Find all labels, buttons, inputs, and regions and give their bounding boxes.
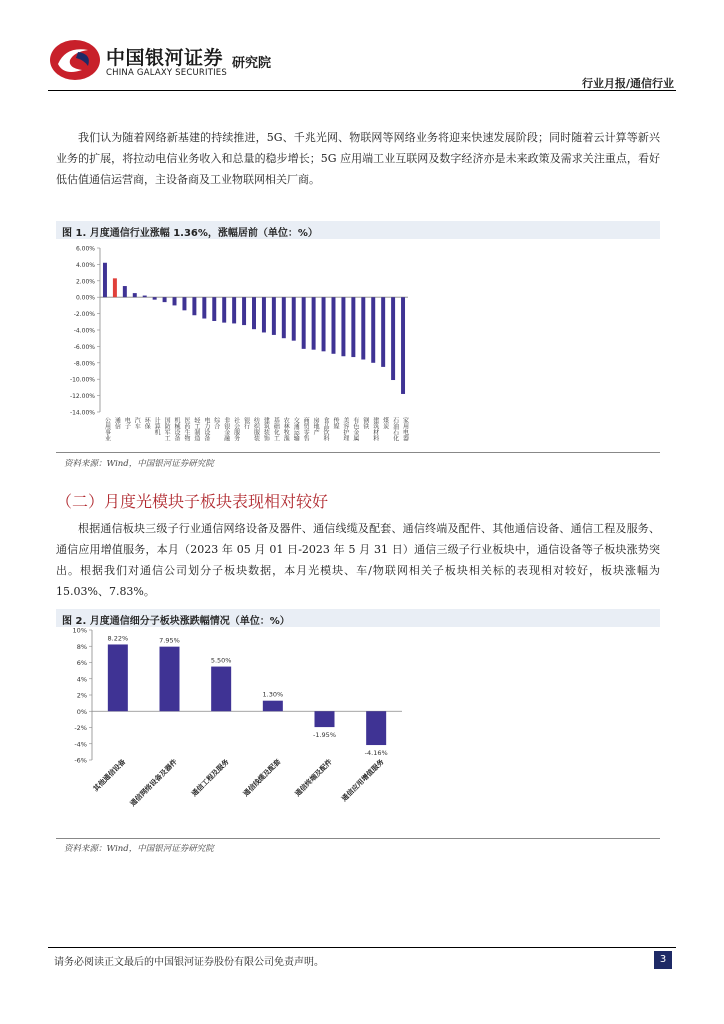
- bar-家用电器: [401, 297, 405, 394]
- category-label: 计算机: [153, 417, 161, 435]
- data-label: -4.16%: [364, 749, 388, 758]
- bar-通信工程及服务: [211, 667, 231, 712]
- category-label: 农林牧渔: [282, 417, 290, 441]
- bar-有色金属: [351, 297, 355, 357]
- category-label: 电子: [123, 417, 131, 429]
- category-label: 银行: [242, 417, 250, 429]
- bar-汽车: [133, 293, 137, 297]
- category-label: 有色金属: [351, 417, 359, 441]
- bar-纺织服装: [252, 297, 256, 329]
- page-number: 3: [654, 951, 672, 969]
- category-label: 公用事业: [103, 417, 111, 441]
- category-label: 国防军工: [163, 417, 171, 441]
- figure2-title: 图 2. 月度通信细分子板块涨跌幅情况（单位：%）: [62, 616, 290, 627]
- bar-通信线缆及配套: [263, 701, 283, 712]
- bar-医药生物: [182, 297, 186, 310]
- y-tick-label: -2.00%: [73, 311, 95, 319]
- bar-通信应用增值服务: [366, 711, 386, 745]
- figure2-bottom-rule: [56, 838, 660, 839]
- bar-非银金融: [222, 297, 226, 322]
- category-label: 综合: [212, 417, 220, 429]
- category-label: 房地产: [312, 417, 320, 435]
- brand-name-cn: 中国银河证券: [106, 47, 224, 69]
- category-label: 非银金融: [222, 417, 230, 441]
- figure2-source: 资料来源：Wind，中国银河证券研究院: [64, 844, 214, 854]
- galaxy-logo: [48, 38, 102, 82]
- institute-label: 研究院: [232, 56, 272, 71]
- category-label: 通信网络设备及器件: [128, 757, 179, 808]
- y-tick-label: 2.00%: [75, 278, 95, 286]
- figure1-source: 资料来源：Wind，中国银河证券研究院: [64, 459, 214, 469]
- y-tick-label: 8%: [76, 642, 87, 651]
- bar-通信: [113, 278, 117, 297]
- bar-美容护理: [341, 297, 345, 356]
- category-label: 建筑装饰: [262, 417, 270, 441]
- category-label: 通信线缆及配套: [241, 757, 283, 799]
- category-label: 社会服务: [232, 417, 240, 441]
- y-tick-label: -4%: [74, 740, 87, 749]
- category-label: 电力设备: [202, 417, 210, 441]
- bar-煤炭: [381, 297, 385, 367]
- bar-石油石化: [391, 297, 395, 380]
- y-tick-label: -4.00%: [73, 327, 95, 335]
- figure1-title: 图 1. 月度通信行业涨幅 1.36%，涨幅居前（单位：%）: [62, 228, 318, 239]
- category-label: 轻工制造: [192, 417, 200, 441]
- bar-商贸零售: [302, 297, 306, 349]
- bar-公用事业: [103, 263, 107, 297]
- bar-计算机: [153, 297, 157, 299]
- bar-轻工制造: [192, 297, 196, 315]
- bar-通信终端及配件: [315, 711, 335, 727]
- y-tick-label: 6%: [76, 659, 87, 667]
- category-label: 交通运输: [292, 417, 300, 441]
- bar-建筑装饰: [262, 297, 266, 332]
- category-label: 通信应用增值服务: [340, 757, 386, 804]
- footer-divider: [48, 947, 676, 948]
- y-tick-label: 0.00%: [75, 294, 95, 302]
- bar-银行: [242, 297, 246, 325]
- y-tick-label: -6.00%: [73, 343, 95, 351]
- figure1-bottom-rule: [56, 452, 660, 453]
- data-label: 1.30%: [262, 690, 284, 699]
- report-type: 行业月报/通信行业: [581, 77, 674, 90]
- data-label: 8.22%: [107, 634, 129, 643]
- category-label: 医药生物: [182, 417, 190, 441]
- category-label: 传媒: [331, 417, 339, 429]
- category-label: 汽车: [133, 417, 141, 429]
- intro-paragraph: 我们认为随着网络新基建的持续推进，5G、千兆光网、物联网等网络业务将迎来快速发展阶段；同时随着云计算等新兴业务的扩展，将拉动电信业务收入和总量的稳步增长；5G 应用端工业互联网及数字经济亦是未来政策及需求关注重点，看好低估值通信运营商，主设备商及工业物联网相关厂商。: [56, 131, 660, 186]
- y-tick-label: 4.00%: [75, 261, 95, 269]
- bar-机械设备: [173, 297, 177, 305]
- category-label: 其他通信设备: [91, 757, 128, 794]
- y-tick-label: 0%: [76, 707, 87, 716]
- bar-其他通信设备: [108, 644, 128, 711]
- bar-基础化工: [272, 297, 276, 335]
- y-tick-label: -8.00%: [73, 360, 95, 368]
- data-label: 5.50%: [210, 656, 232, 665]
- data-label: -1.95%: [313, 731, 336, 740]
- category-label: 石油石化: [391, 417, 399, 441]
- category-label: 家用电器: [401, 417, 409, 441]
- y-tick-label: -2%: [74, 724, 87, 732]
- category-label: 通信工程及服务: [190, 757, 231, 799]
- bar-钢铁: [361, 297, 365, 359]
- figure2-chart: [56, 628, 660, 838]
- header-divider: [48, 90, 676, 91]
- bar-电子: [123, 286, 127, 297]
- bar-交通运输: [292, 297, 296, 340]
- bar-食品饮料: [322, 297, 326, 351]
- category-label: 煤炭: [381, 417, 389, 429]
- y-tick-label: -12.00%: [69, 393, 95, 401]
- bar-综合: [212, 297, 216, 321]
- bar-农林牧渔: [282, 297, 286, 338]
- section-heading: （二）月度光模块子板块表现相对较好: [56, 492, 329, 511]
- y-tick-label: 2%: [76, 691, 87, 700]
- y-tick-label: -14.00%: [69, 409, 95, 417]
- y-tick-label: 4%: [76, 675, 87, 684]
- y-tick-label: -10.00%: [69, 376, 95, 384]
- category-label: 商贸零售: [302, 417, 310, 441]
- bar-电力设备: [202, 297, 206, 318]
- bar-房地产: [312, 297, 316, 349]
- category-label: 美容护理: [341, 417, 349, 441]
- data-label: 7.95%: [159, 636, 180, 645]
- brand-name-en: CHINA GALAXY SECURITIES: [106, 68, 227, 78]
- y-tick-label: 10%: [72, 628, 87, 635]
- body-paragraph: 根据通信板块三级子行业通信网络设备及器件、通信线缆及配套、通信终端及配件、其他通信设备、通信工程及服务、通信应用增值服务，本月（2023 年 05 月 01 日-2023 年 5 月 31 日）通信三级子行业板块中，通信设备等子板块涨势突出。根据我们对通信公司划分子板块数据，本月光模块、车/物联网相关子板块相关标的表现相对较好，板块涨幅为 15.03%、7.83%。: [56, 522, 660, 598]
- y-tick-label: 6.00%: [75, 245, 95, 253]
- category-label: 纺织服装: [252, 417, 260, 441]
- category-label: 基础化工: [272, 417, 280, 441]
- footer-disclaimer: 请务必阅读正文最后的中国银河证券股份有限公司免责声明。: [54, 957, 324, 968]
- category-label: 建筑材料: [371, 417, 379, 441]
- category-label: 通信: [113, 417, 121, 429]
- category-label: 钢铁: [361, 417, 369, 429]
- bar-通信网络设备及器件: [160, 647, 180, 712]
- category-label: 机械设备: [173, 417, 181, 441]
- category-label: 通信终端及配件: [293, 757, 334, 799]
- category-label: 食品饮料: [322, 417, 330, 441]
- bar-社会服务: [232, 297, 236, 323]
- y-tick-label: -6%: [74, 756, 87, 765]
- bar-国防军工: [163, 297, 167, 302]
- bar-环保: [143, 296, 147, 298]
- bar-建筑材料: [371, 297, 375, 363]
- category-label: 环保: [143, 417, 151, 429]
- figure1-chart: [56, 240, 660, 452]
- bar-传媒: [331, 297, 335, 354]
